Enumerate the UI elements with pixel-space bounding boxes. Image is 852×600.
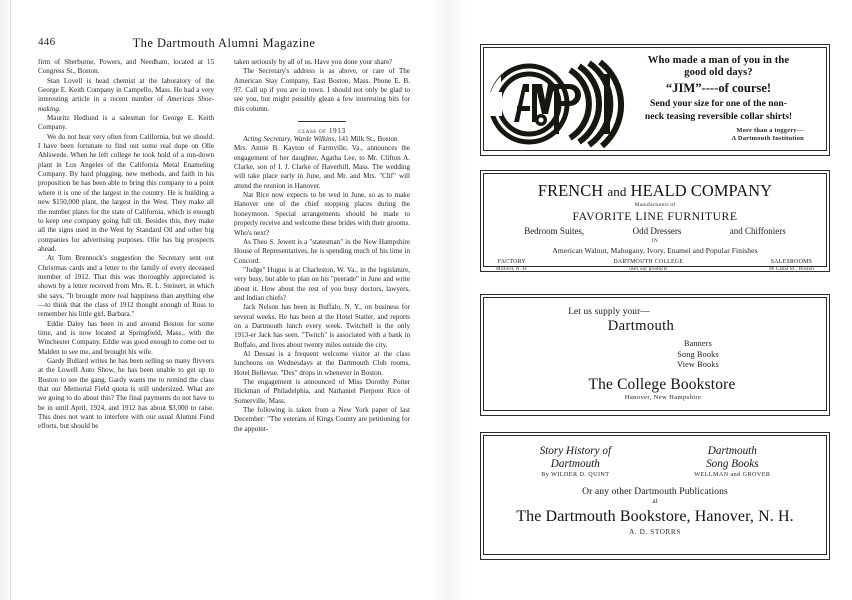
text-columns <box>38 58 410 568</box>
goods-item: Bedroom Suites, <box>524 226 585 236</box>
french-heald-footer <box>494 259 816 273</box>
salesrooms-label: SALESROOMS <box>770 259 813 265</box>
page-number: 446 <box>38 36 56 48</box>
name-french: FRENCH <box>537 181 604 200</box>
college-bookstore-body <box>484 298 826 407</box>
paragraph: Mauritz Hedlund is a salesman for George E. Keith Company. <box>38 114 214 132</box>
italic-publication-title: Americas Shoe-making. <box>38 95 214 113</box>
champion-tagline <box>617 127 820 143</box>
dartmouth-bookstore-body <box>484 436 826 542</box>
book-author: By WILDER D. QUINT <box>541 472 610 478</box>
secretary-role: Acting Secretary, <box>243 135 292 144</box>
in-label: IN <box>651 238 659 244</box>
list-item: Song Books <box>677 349 719 359</box>
goods-list <box>494 226 816 236</box>
goods-item: and Chiffoniers <box>729 226 786 236</box>
paragraph: At Tom Brennock's suggestion the Secretary sent out Christmas cards and a letter to the family of every deceased member of 1912. That this was thoroughly appreciated is shown by a letter received from Mrs. R. L. Steinert, in which she says, "It brought more real happiness than anything else—to think that the class of 1912 thought enough of Russ to remember his little girl, Barbara." <box>38 254 214 319</box>
dartmouth-word: Dartmouth <box>607 318 675 334</box>
champion-ad-copy <box>617 55 826 144</box>
paragraph-text: Stan Lovell is head chemist at the laboratory of the George E. Keith Company in Campello, Mass. He had a very interesting article in a recent number of <box>38 76 214 104</box>
book-title-line2: Song Books <box>706 458 759 470</box>
dartmouth-endorsement-block <box>613 259 683 273</box>
paragraph: "Judge" Hugus is at Charleston, W. Va., in the legislature, very busy, but able to plan on his "peerade" in June and write about it. How about the rest of you busy doctors, lawyers, and Indian chiefs? <box>234 265 410 302</box>
paragraph: The Secretary's address is as above, or care of The American Stay Company, East Boston, Mass. Phone E. B. 97. Call up if you are in town. I should not only be glad to see you, but might possibly glean a few interesting bits for this column. <box>234 67 410 113</box>
text-column-1 <box>38 58 214 568</box>
adjacent-page-edge <box>0 0 11 600</box>
paragraph: Nat Rice now expects to be wed in June, so as to make Hanover one of the chief stopping places during the honeymoon. Special arrangements should be made to properly receive and welcome these brides with their grooms. Who's next? <box>234 191 410 237</box>
right-page <box>466 0 852 600</box>
paragraph <box>38 77 214 114</box>
ad-border-inner <box>483 297 827 411</box>
paragraph: The engagement is announced of Miss Dorothy Potter Hickman of Philadelphia, and Nathaniel Pierpont Rice of Somerville, Mass. <box>234 378 410 405</box>
dartmouth-bookstore-name: The Dartmouth Bookstore, Hanover, N. H. <box>516 508 794 525</box>
champion-ad-body <box>484 48 826 150</box>
manufacturers-label: Manufacturers of <box>634 202 676 208</box>
champion-offer-line2: neck teasing reversible collar shirts! <box>644 110 793 122</box>
champion-headline-line1: Who made a man of you in the <box>647 54 790 66</box>
book-title-line1: Dartmouth <box>707 445 757 457</box>
paragraph: firm of Sherburne, Powers, and Needham, located at 15 Congress St., Boston. <box>38 58 214 76</box>
book-title-line2: Dartmouth <box>550 458 600 470</box>
section-divider-rule <box>298 121 346 122</box>
list-item: View Books <box>677 360 719 370</box>
french-heald-company-name <box>494 181 816 201</box>
book-entry-song-books <box>694 445 770 478</box>
champion-tagline-line2: A Dartmouth Institution <box>731 135 804 143</box>
secretary-address: 141 Milk St., Boston <box>337 135 398 144</box>
book-author: WELLMAN and GROVER <box>694 472 771 478</box>
paragraph: As Theo S. Jewett is a "statesman" in the New Hampshire House of Representatives, he is spending much of his time in Concord. <box>234 237 410 265</box>
champion-offer-line1: Send your size for one of the non- <box>650 97 787 109</box>
favorite-line-furniture: FAVORITE LINE FURNITURE <box>572 210 738 223</box>
champion-jim-line: “JIM”----of course! <box>665 80 772 95</box>
bookstore-location: Hanover, New Hampshire <box>624 393 702 401</box>
factory-label: FACTORY <box>497 259 527 265</box>
secretary-name: Warde Wilkins, <box>293 135 337 144</box>
magazine-title: The Dartmouth Alumni Magazine <box>132 36 316 50</box>
class-label: class of 1913 <box>298 126 346 136</box>
paragraph: Eddie Daley has been in and around Boston for some time, and is now located at Springfield, Mass., with the Winchester Company. Eddie was good enough to come out to Malden to see me, and brought his wife. <box>38 319 214 356</box>
class-secretary-line <box>234 135 410 144</box>
factory-place: Milford, N. H. <box>496 266 528 273</box>
salesrooms-place: 96 Canal St., Boston <box>768 266 814 273</box>
advertisement-french-and-heald[interactable] <box>480 170 830 272</box>
dartmouth-college-label: DARTMOUTH COLLEGE <box>613 259 684 265</box>
proprietor-name: A. D. STORRS <box>629 528 681 536</box>
book-entry-story-history <box>540 445 611 478</box>
factory-block <box>496 259 528 273</box>
text-column-2 <box>234 58 410 568</box>
advertisement-dartmouth-bookstore[interactable] <box>480 432 830 560</box>
at-label: at <box>652 497 658 505</box>
french-heald-body <box>484 174 826 278</box>
page-gutter-shadow <box>432 0 466 600</box>
advertisement-college-bookstore[interactable] <box>480 294 830 416</box>
name-heald-company: HEALD COMPANY <box>630 181 773 200</box>
ad-border-inner <box>483 435 827 555</box>
uses-our-products: uses our products <box>629 266 668 273</box>
paragraph: taken seriously by all of us. Have you done your share? <box>234 58 393 66</box>
featured-books <box>498 445 812 478</box>
paragraph: Jack Nelson has been in Buffalo, N. Y., on business for several weeks. He has been at the Hotel Statler, and reports on a Dartmouth lunch every week. Twitchell is the only 1913-er Jack has seen. "Twitch" is associated with a bank in Buffalo, and lives about twenty miles outside the city. <box>234 303 410 349</box>
champion-headline-line2: good old days? <box>684 67 753 79</box>
finishes-line: American Walnut, Mahogany, Ivory, Enamel and Popular Finishes <box>552 246 758 255</box>
paragraph: We do not hear very often from California, but we should. I have been fortunate to find out some real dope on Olle Ahlswede. When he left college he took hold of a run-down plant in Los Angeles of the California Metal Enameling Company. By hard plugging, new methods, and faith in his proposition he has been able to bring this company to a point where it is one of the largest in the country. He is building a new $150,000 plant, the largest in the West. They make all the number plates for the state of California, which is enough to keep one company going full tilt. Besides this, they make all the signs used in the West by Standard Oil and other big companies for advertising purposes. Olie has big prospects ahead. <box>38 132 214 253</box>
left-page <box>12 0 432 600</box>
goods-item: Odd Dressers <box>632 226 682 236</box>
advertisement-champion[interactable] <box>480 44 830 156</box>
ad-border-inner <box>483 47 827 151</box>
salesrooms-block <box>769 259 814 273</box>
ad-border-inner <box>483 173 827 273</box>
paragraph: Al Dessau is a frequent welcome visitor at the class luncheons on Wednesdays at the Dartmouth Club rooms, Hotel Bellevue. "Des" drops in whenever in Boston. <box>234 349 410 377</box>
champion-logo-icon <box>484 48 617 150</box>
list-item: Banners <box>684 339 712 348</box>
champion-tagline-line1: More than a toggery--- <box>736 127 804 135</box>
supply-line: Let us supply your— <box>568 307 650 317</box>
bookstore-name: The College Bookstore <box>588 375 736 393</box>
running-header <box>38 36 410 52</box>
class-section-heading <box>234 121 410 135</box>
paragraph: Gardy Bullard writes he has been selling so many flivvers at the Lowell Auto Show, he has been unable to get up to Boston to see the gang. Gardy wants me to remind the class that our Memorial Field quota is still undersized. What are we going to do about this? The final payments do not have to be in until April, 1924, and 1912 has about $3,000 to raise. This does not want to interfere with our usual Alumni Fund efforts, but should be <box>38 357 214 431</box>
bookstore-item-list <box>484 339 826 371</box>
paragraph: Mrs. Annie B. Kayton of Farmville, Va., announces the engagement of her daughter, Agatha Lee, to Mr. Clifton A. Clarke, son of I. J. Clarke of Haverhill, Mass. The wedding will take place early in June, and Mr. and Mrs. "Clif" will attend the reunion in Hanover. <box>234 144 410 190</box>
other-publications-line: Or any other Dartmouth Publications <box>582 486 728 497</box>
book-title-line1: Story History of <box>539 445 612 457</box>
paragraph: The following is taken from a New York paper of last December: "The veterans of Kings County are petitioning for the appoint- <box>234 406 410 433</box>
name-and: and <box>607 184 627 199</box>
